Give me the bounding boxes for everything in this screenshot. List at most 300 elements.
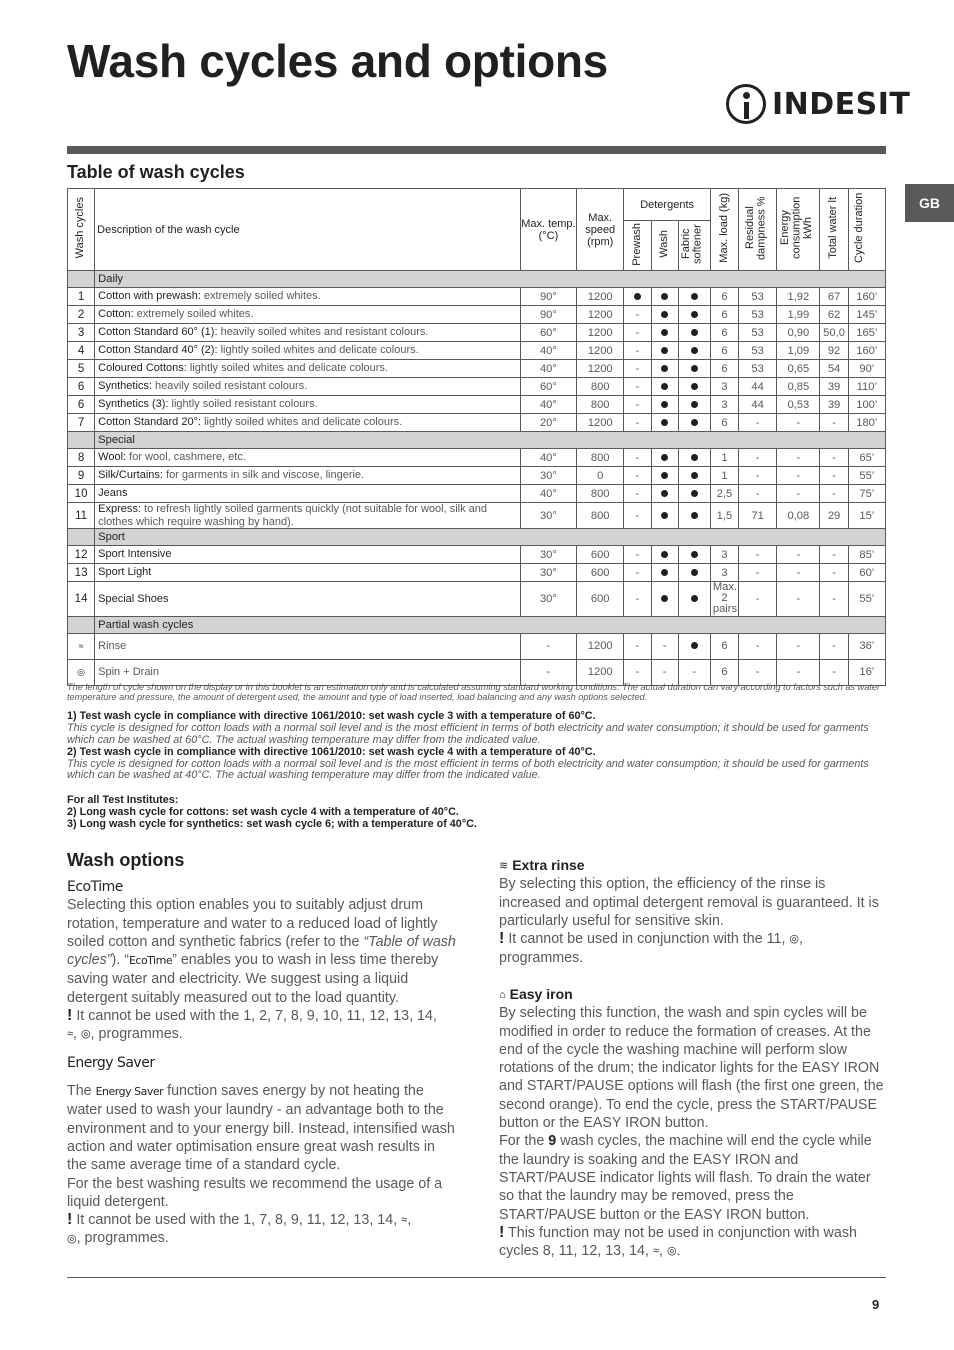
cell-speed: 600 xyxy=(577,564,624,582)
energy-saver-description: The Energy Saver function saves energy by not heating the water used to wash your laundry - an advantage both to the environment and to your energy bill. Instead, intensified wash action and water optimisation ensure great wash results in the same average time of a standard cycle. xyxy=(67,1083,455,1174)
cell-duration: 100’ xyxy=(848,396,885,414)
cell-load: 3 xyxy=(710,564,738,582)
easy-iron-description: By selecting this function, the wash and spin cycles will be modified in order to reduce the formation of creases. At the end of the cycle the washing machine will perform slow rotations of the drum; the indicator lights for the EASY IRON and START/PAUSE options will flash (the first one green, the second orange). To end the cycle, press the START/PAUSE button or the EASY IRON button. xyxy=(499,1005,884,1132)
options-right-column xyxy=(499,856,889,1260)
table-row xyxy=(68,503,886,529)
cycle-description: Sport Light xyxy=(95,564,521,582)
cell-damp: 53 xyxy=(739,306,777,324)
cell-duration: 60’ xyxy=(848,564,885,582)
header-rule xyxy=(67,146,886,154)
easy-iron-cycle-9: For the 9 wash cycles, the machine will end the cycle while the laundry is soaking and the EASY IRON and START/PAUSE indicator lights will flash. To drain the water so that the laundry may be removed, press the START/PAUSE button or the EASY IRON button. xyxy=(499,1133,872,1223)
cycle-number: 13 xyxy=(68,564,95,582)
cell-prewash: - xyxy=(624,360,651,378)
bullet-icon xyxy=(691,419,698,426)
cell-softener xyxy=(678,633,710,659)
cell-prewash: - xyxy=(624,659,651,685)
test-1-text: This cycle is designed for cotton loads with a normal soil level and is the most efficient in terms of both electricity and water consumption; it should be used for garments which can be washed at 60°C. The actual washing temperature may differ from the indicated value. xyxy=(67,721,869,746)
cell-duration: 165’ xyxy=(848,324,885,342)
bullet-icon xyxy=(691,512,698,519)
cell-temp: 30° xyxy=(520,582,576,617)
cell-prewash: - xyxy=(624,396,651,414)
group-spacer xyxy=(68,271,95,288)
cell-energy: 1,92 xyxy=(777,288,820,306)
cell-softener xyxy=(678,564,710,582)
header-energy: Energy consumption kWh xyxy=(777,189,820,271)
institute-note-1: 2) Long wash cycle for cottons: set wash cycle 4 with a temperature of 40°C. xyxy=(67,805,459,818)
bullet-icon xyxy=(691,454,698,461)
cell-damp: - xyxy=(739,449,777,467)
footer-rule xyxy=(67,1277,886,1278)
group-row xyxy=(68,432,886,449)
table-row xyxy=(68,582,886,617)
cell-energy: - xyxy=(777,564,820,582)
wash-options-title: Wash options xyxy=(67,850,185,870)
bullet-icon xyxy=(661,551,668,558)
table-row xyxy=(68,414,886,432)
cell-duration: 160’ xyxy=(848,288,885,306)
cell-wash xyxy=(651,485,678,503)
cell-speed: 800 xyxy=(577,485,624,503)
bullet-icon xyxy=(691,365,698,372)
bullet-icon xyxy=(691,472,698,479)
cell-damp: - xyxy=(739,546,777,564)
spin-drain-icon: ◎ xyxy=(666,1245,677,1258)
cell-water: 62 xyxy=(820,306,848,324)
cell-damp: - xyxy=(739,414,777,432)
cycle-description: Synthetics: heavily soiled resistant colours. xyxy=(95,378,521,396)
institute-note-2: 3) Long wash cycle for synthetics: set wash cycle 6; with a temperature of 40°C. xyxy=(67,817,477,830)
cell-speed: 1200 xyxy=(577,324,624,342)
cycle-number: 5 xyxy=(68,360,95,378)
cell-water: 92 xyxy=(820,342,848,360)
bullet-icon xyxy=(691,490,698,497)
table-row xyxy=(68,306,886,324)
cell-wash xyxy=(651,378,678,396)
cell-softener: - xyxy=(678,659,710,685)
bullet-icon xyxy=(661,569,668,576)
group-spacer xyxy=(68,616,95,633)
cell-damp: 53 xyxy=(739,342,777,360)
bullet-icon xyxy=(661,472,668,479)
bullet-icon xyxy=(691,347,698,354)
table-footnote: The length of cycle shown on the display or in this booklet is an estimation only and is calculated assuming standard working conditions. The actual duration can vary according to factors such as water temperature and pressure, the amount of detergent used, the amount and type of load inserted, load balancing and any wash options selected. xyxy=(67,682,881,702)
header-max-speed: Max. speed (rpm) xyxy=(577,189,624,271)
rinse-icon: ≈ xyxy=(652,1245,659,1258)
ecotime-description: Selecting this option enables you to suitably adjust drum rotation, temperature and water to a reduced load of lightly soiled cotton and synthetic fabrics (refer to the “Table of wash cycles”). “EcoTime” enables you to wash in less time thereby saving water and electricity. We suggest using a liquid detergent suitably measured out to the load quantity. xyxy=(67,897,456,1006)
cell-prewash: - xyxy=(624,449,651,467)
cell-damp: 44 xyxy=(739,378,777,396)
cell-load: 1 xyxy=(710,449,738,467)
cell-temp: 30° xyxy=(520,546,576,564)
cell-softener xyxy=(678,360,710,378)
cell-temp: 40° xyxy=(520,396,576,414)
header-max-load: Max. load (kg) xyxy=(710,189,738,271)
cell-load: 6 xyxy=(710,306,738,324)
easy-iron-warning: ! This function may not be used in conjunction with wash cycles 8, 11, 12, 13, 14, ≈, ◎. xyxy=(499,1223,857,1260)
iron-icon: ⌂ xyxy=(499,988,506,1001)
cell-load: 1,5 xyxy=(710,503,738,529)
bullet-icon xyxy=(661,383,668,390)
header-wash-cycles: Wash cycles xyxy=(68,189,95,271)
bullet-icon xyxy=(691,311,698,318)
cell-duration: 85’ xyxy=(848,546,885,564)
bullet-icon xyxy=(691,293,698,300)
group-row xyxy=(68,529,886,546)
cycle-number: 6 xyxy=(68,396,95,414)
cycle-number: 10 xyxy=(68,485,95,503)
extra-rinse-description: By selecting this option, the efficiency of the rinse is increased and optimal detergent removal is guaranteed. It is particularly useful for sensitive skin. xyxy=(499,876,879,929)
cell-water: - xyxy=(820,659,848,685)
cell-energy: - xyxy=(777,485,820,503)
test-2-text: This cycle is designed for cotton loads with a normal soil level and is the most efficient in terms of both electricity and water consumption; it should be used for garments which can be washed at 40°C. The actual washing temperature may differ from the indicated value. xyxy=(67,757,869,782)
group-spacer xyxy=(68,529,95,546)
ecotime-title: EcoTime xyxy=(67,879,123,895)
cell-water: 50,0 xyxy=(820,324,848,342)
group-label: Special xyxy=(95,432,886,449)
institutes-title: For all Test Institutes: xyxy=(67,794,179,806)
cell-energy: 0,85 xyxy=(777,378,820,396)
cell-water: 67 xyxy=(820,288,848,306)
cell-load: Max. 2 pairs xyxy=(710,582,738,617)
cell-energy: 0,53 xyxy=(777,396,820,414)
cell-temp: - xyxy=(520,659,576,685)
cell-wash xyxy=(651,342,678,360)
cell-duration: 90’ xyxy=(848,360,885,378)
bullet-icon xyxy=(661,293,668,300)
cell-speed: 1200 xyxy=(577,288,624,306)
cell-softener xyxy=(678,414,710,432)
bullet-icon xyxy=(661,365,668,372)
cell-prewash: - xyxy=(624,564,651,582)
energy-saver-recommendation: For the best washing results we recommend the usage of a liquid detergent. xyxy=(67,1175,443,1210)
cell-softener xyxy=(678,306,710,324)
bullet-icon xyxy=(661,329,668,336)
table-row xyxy=(68,378,886,396)
cell-wash xyxy=(651,449,678,467)
cell-prewash: - xyxy=(624,503,651,529)
cell-softener xyxy=(678,485,710,503)
bullet-icon xyxy=(691,595,698,602)
bullet-icon xyxy=(691,383,698,390)
cell-speed: 600 xyxy=(577,546,624,564)
cell-prewash: - xyxy=(624,467,651,485)
wash-cycles-table xyxy=(67,188,886,686)
bullet-icon xyxy=(634,293,641,300)
cycle-number: 6 xyxy=(68,378,95,396)
cell-temp: 30° xyxy=(520,467,576,485)
cell-load: 6 xyxy=(710,324,738,342)
bullet-icon xyxy=(661,419,668,426)
cell-load: 3 xyxy=(710,546,738,564)
cell-prewash: - xyxy=(624,633,651,659)
cell-speed: 1200 xyxy=(577,360,624,378)
cell-temp: 40° xyxy=(520,449,576,467)
cell-energy: 1,99 xyxy=(777,306,820,324)
table-row xyxy=(68,360,886,378)
cell-load: 1 xyxy=(710,467,738,485)
cell-wash xyxy=(651,360,678,378)
cell-speed: 800 xyxy=(577,396,624,414)
cell-energy: - xyxy=(777,467,820,485)
group-label: Partial wash cycles xyxy=(95,616,886,633)
cycle-description: Spin + Drain xyxy=(95,659,521,685)
cell-temp: 60° xyxy=(520,324,576,342)
cell-speed: 800 xyxy=(577,449,624,467)
brand-name: INDESIT xyxy=(772,86,911,122)
cell-softener xyxy=(678,288,710,306)
cell-damp: - xyxy=(739,467,777,485)
cell-softener xyxy=(678,467,710,485)
cell-speed: 0 xyxy=(577,467,624,485)
cell-energy: - xyxy=(777,582,820,617)
bullet-icon xyxy=(661,401,668,408)
cell-prewash: - xyxy=(624,485,651,503)
bullet-icon xyxy=(661,490,668,497)
header-total-water: Total water lt xyxy=(820,189,848,271)
cycle-description: Silk/Curtains: for garments in silk and viscose, lingerie. xyxy=(95,467,521,485)
test-1-title: 1) Test wash cycle in compliance with directive 1061/2010: set wash cycle 3 with a temperature of 60°C. xyxy=(67,710,596,722)
cycle-description: Wool: for wool, cashmere, etc. xyxy=(95,449,521,467)
cell-temp: 30° xyxy=(520,564,576,582)
cell-energy: - xyxy=(777,633,820,659)
cycle-number: 14 xyxy=(68,582,95,617)
cell-temp: 90° xyxy=(520,306,576,324)
cell-softener xyxy=(678,546,710,564)
cell-temp: 40° xyxy=(520,485,576,503)
cycle-description: Cotton: extremely soiled whites. xyxy=(95,306,521,324)
cell-duration: 180’ xyxy=(848,414,885,432)
cell-energy: - xyxy=(777,546,820,564)
cell-temp: - xyxy=(520,633,576,659)
cell-prewash: - xyxy=(624,324,651,342)
cell-wash xyxy=(651,467,678,485)
cell-speed: 1200 xyxy=(577,633,624,659)
cycle-description: Synthetics (3): lightly soiled resistant colours. xyxy=(95,396,521,414)
cell-water: - xyxy=(820,564,848,582)
cell-damp: 71 xyxy=(739,503,777,529)
group-row xyxy=(68,616,886,633)
extra-rinse-icon: ≋ xyxy=(499,860,509,873)
table-row xyxy=(68,546,886,564)
extra-rinse-heading: ≋ Extra rinse xyxy=(499,856,889,875)
cell-duration: 160’ xyxy=(848,342,885,360)
language-tab: GB xyxy=(905,184,954,222)
table-row xyxy=(68,324,886,342)
cell-water: - xyxy=(820,467,848,485)
cycle-description: Special Shoes xyxy=(95,582,521,617)
cell-speed: 1200 xyxy=(577,414,624,432)
bullet-icon xyxy=(691,401,698,408)
cell-duration: 15’ xyxy=(848,503,885,529)
cell-softener xyxy=(678,449,710,467)
cell-temp: 30° xyxy=(520,503,576,529)
cell-wash xyxy=(651,503,678,529)
cycle-number: 9 xyxy=(68,467,95,485)
cell-damp: 44 xyxy=(739,396,777,414)
table-row xyxy=(68,396,886,414)
institute-notes xyxy=(67,795,889,831)
cell-energy: - xyxy=(777,659,820,685)
cell-wash xyxy=(651,564,678,582)
cell-temp: 60° xyxy=(520,378,576,396)
group-spacer xyxy=(68,432,95,449)
cell-load: 2,5 xyxy=(710,485,738,503)
cell-damp: - xyxy=(739,633,777,659)
cell-water: - xyxy=(820,449,848,467)
cycle-number: 11 xyxy=(68,503,95,529)
table-row xyxy=(68,564,886,582)
cell-speed: 800 xyxy=(577,503,624,529)
header-prewash: Prewash xyxy=(624,221,651,271)
header-wash: Wash xyxy=(651,221,678,271)
cell-duration: 16’ xyxy=(848,659,885,685)
table-row xyxy=(68,485,886,503)
cycle-description: Cotton Standard 60° (1): heavily soiled whites and resistant colours. xyxy=(95,324,521,342)
cell-load: 6 xyxy=(710,633,738,659)
cell-damp: - xyxy=(739,564,777,582)
page-number: 9 xyxy=(872,1297,880,1312)
cell-softener xyxy=(678,378,710,396)
cell-softener xyxy=(678,582,710,617)
cell-water: 54 xyxy=(820,360,848,378)
cycle-description: Cotton Standard 20°: lightly soiled whites and delicate colours. xyxy=(95,414,521,432)
cell-damp: 53 xyxy=(739,324,777,342)
cell-duration: 65’ xyxy=(848,449,885,467)
cell-softener xyxy=(678,396,710,414)
cell-softener xyxy=(678,342,710,360)
energy-saver-warning: ! It cannot be used with the 1, 7, 8, 9, 11, 12, 13, 14, ≈, ◎, programmes. xyxy=(67,1211,412,1247)
cycle-number: 7 xyxy=(68,414,95,432)
header-fabric-softener: Fabric softener xyxy=(678,221,710,271)
group-label: Sport xyxy=(95,529,886,546)
cell-wash: - xyxy=(651,659,678,685)
cycle-description: Sport Intensive xyxy=(95,546,521,564)
table-title: Table of wash cycles xyxy=(67,162,245,182)
extra-rinse-warning: ! It cannot be used in conjunction with the 11, ◎, programmes. xyxy=(499,930,804,966)
cell-water: 39 xyxy=(820,396,848,414)
cell-load: 6 xyxy=(710,659,738,685)
cell-energy: 0,65 xyxy=(777,360,820,378)
header-cycle-duration: Cycle duration xyxy=(848,189,885,271)
cell-load: 6 xyxy=(710,414,738,432)
spin-drain-icon: ◎ xyxy=(81,1028,91,1041)
cell-prewash: - xyxy=(624,342,651,360)
cell-load: 3 xyxy=(710,378,738,396)
bullet-icon xyxy=(691,642,698,649)
cell-water: - xyxy=(820,414,848,432)
rinse-icon: ≈ xyxy=(401,1214,408,1227)
cell-water: - xyxy=(820,485,848,503)
cell-wash xyxy=(651,396,678,414)
cell-load: 6 xyxy=(710,288,738,306)
cell-duration: 55’ xyxy=(848,582,885,617)
ecotime-warning: ! It cannot be used with the 1, 2, 7, 8, 9, 10, 11, 12, 13, 14, ≈, ◎, programmes. xyxy=(67,1007,437,1043)
cell-water: - xyxy=(820,546,848,564)
test-notes xyxy=(67,711,889,782)
cell-energy: 0,08 xyxy=(777,503,820,529)
rinse-icon: ≈ xyxy=(68,633,95,659)
brand-logo-icon xyxy=(726,84,766,124)
rinse-icon: ≈ xyxy=(67,1028,74,1041)
cell-water: - xyxy=(820,582,848,617)
cell-wash xyxy=(651,582,678,617)
spin-drain-icon: ◎ xyxy=(68,659,95,685)
cell-duration: 75’ xyxy=(848,485,885,503)
cell-wash xyxy=(651,324,678,342)
cell-energy: - xyxy=(777,414,820,432)
group-row xyxy=(68,271,886,288)
easy-iron-heading: ⌂ Easy iron xyxy=(499,985,889,1004)
cell-speed: 800 xyxy=(577,378,624,396)
test-2-title: 2) Test wash cycle in compliance with directive 1061/2010: set wash cycle 4 with a temperature of 40°C. xyxy=(67,745,596,758)
spin-drain-icon: ◎ xyxy=(789,933,800,946)
cycle-description: Jeans xyxy=(95,485,521,503)
table-row xyxy=(68,449,886,467)
cell-wash xyxy=(651,414,678,432)
cell-wash: - xyxy=(651,633,678,659)
cell-speed: 1200 xyxy=(577,342,624,360)
cell-energy: 1,09 xyxy=(777,342,820,360)
cell-load: 6 xyxy=(710,360,738,378)
cell-speed: 1200 xyxy=(577,659,624,685)
cell-prewash: - xyxy=(624,378,651,396)
cell-speed: 600 xyxy=(577,582,624,617)
cell-prewash: - xyxy=(624,582,651,617)
table-row xyxy=(68,288,886,306)
cycle-description: Express: to refresh lightly soiled garments quickly (not suitable for wool, silk and clothes which require washing by hand). xyxy=(95,503,521,529)
cell-water: - xyxy=(820,633,848,659)
header-max-temp: Max. temp. (°C) xyxy=(520,189,576,271)
cell-prewash xyxy=(624,288,651,306)
header-residual-dampness: Residual dampness % xyxy=(739,189,777,271)
table-row xyxy=(68,342,886,360)
page-title: Wash cycles and options xyxy=(67,35,608,87)
cycle-number: 8 xyxy=(68,449,95,467)
cell-damp: 53 xyxy=(739,360,777,378)
cell-damp: 53 xyxy=(739,288,777,306)
bullet-icon xyxy=(691,569,698,576)
cell-duration: 36’ xyxy=(848,633,885,659)
bullet-icon xyxy=(661,347,668,354)
cell-water: 39 xyxy=(820,378,848,396)
cell-damp: - xyxy=(739,485,777,503)
bullet-icon xyxy=(691,551,698,558)
cycle-number: 12 xyxy=(68,546,95,564)
cell-softener xyxy=(678,503,710,529)
cell-duration: 55’ xyxy=(848,467,885,485)
cycle-description: Cotton with prewash: extremely soiled whites. xyxy=(95,288,521,306)
cycle-number: 4 xyxy=(68,342,95,360)
cycle-description: Cotton Standard 40° (2): lightly soiled whites and delicate colours. xyxy=(95,342,521,360)
bullet-icon xyxy=(661,595,668,602)
cell-wash xyxy=(651,288,678,306)
bullet-icon xyxy=(661,454,668,461)
bullet-icon xyxy=(691,329,698,336)
cycle-description: Coloured Cottons: lightly soiled whites and delicate colours. xyxy=(95,360,521,378)
cell-load: 3 xyxy=(710,396,738,414)
brand-logo xyxy=(726,84,910,124)
energy-saver-title: Energy Saver xyxy=(67,1054,155,1071)
cycle-number: 3 xyxy=(68,324,95,342)
cell-prewash: - xyxy=(624,546,651,564)
cell-duration: 145’ xyxy=(848,306,885,324)
group-label: Daily xyxy=(95,271,886,288)
table-row xyxy=(68,467,886,485)
cell-temp: 40° xyxy=(520,360,576,378)
cell-temp: 90° xyxy=(520,288,576,306)
cell-softener xyxy=(678,324,710,342)
cycle-number: 2 xyxy=(68,306,95,324)
